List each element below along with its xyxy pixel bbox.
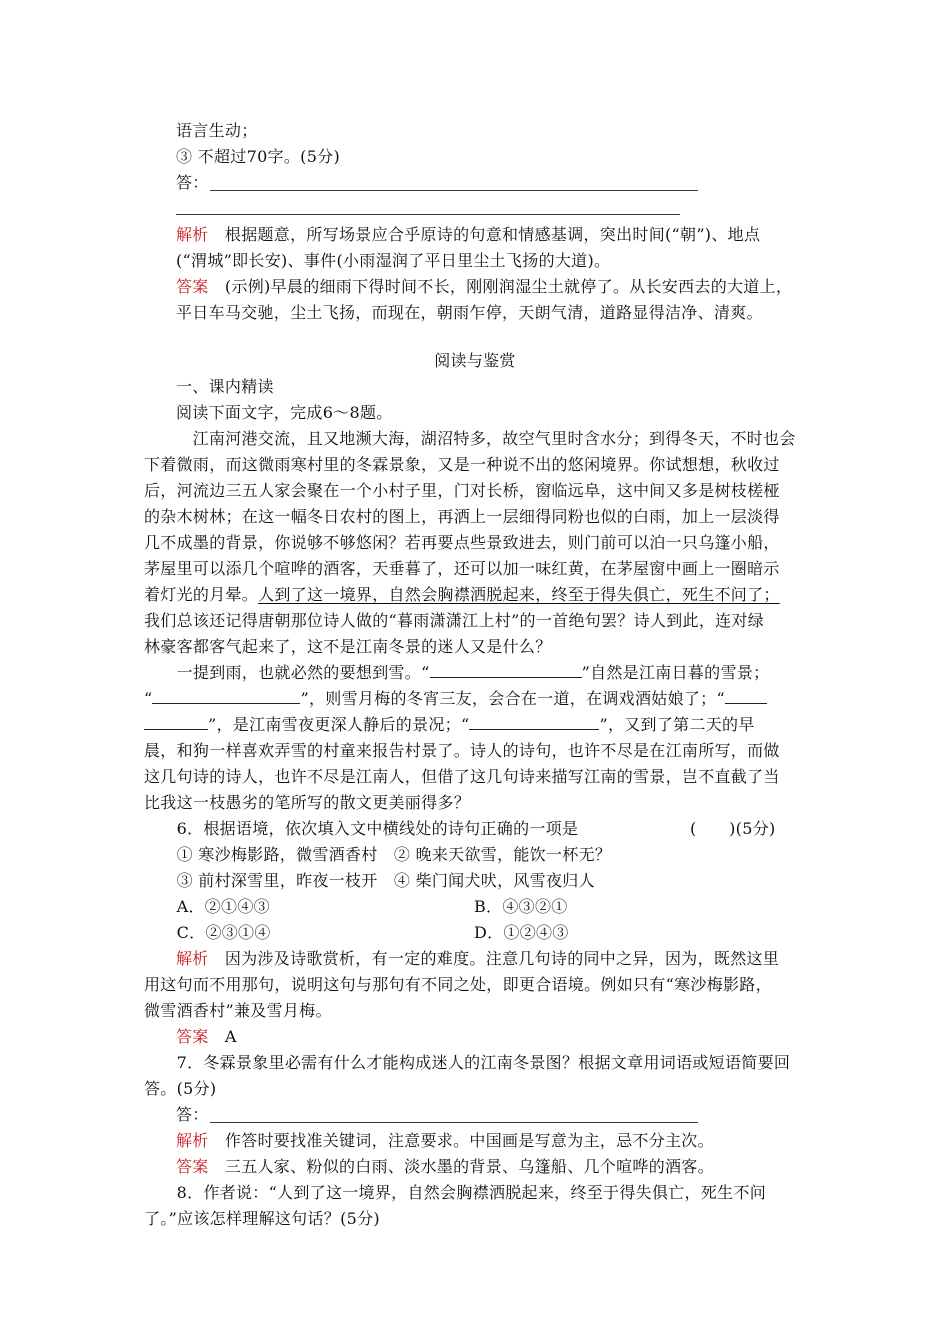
fill-blank-2 [152, 689, 300, 704]
fill-blank-4 [469, 715, 599, 730]
text-line: ③ 不超过70字。(5分) [176, 147, 341, 166]
answer-label: 答： [176, 173, 209, 192]
analysis-label: 解析 [176, 1131, 209, 1150]
passage-line: 晨，和狗一样喜欢弄雪的村童来报告村景了。诗人的诗句，也许不尽是在江南所写，而做 [144, 741, 780, 760]
fill-blank-3 [725, 689, 767, 704]
section-title: 阅读与鉴赏 [434, 351, 516, 370]
answer-key-text: 三五人家、粉似的白雨、淡水墨的背景、乌篷船、几个喧哗的酒客。 [208, 1157, 714, 1176]
analysis-text: 作答时要找准关键词，注意要求。中国画是写意为主，忌不分主次。 [208, 1131, 714, 1150]
analysis-line [176, 1130, 816, 1152]
passage-line [144, 662, 784, 684]
answer-blank-line [210, 1122, 698, 1123]
score-paren: ( )(5分) [690, 819, 776, 838]
analysis-label: 解析 [176, 949, 209, 968]
fill-blank-1 [430, 663, 582, 678]
analysis-label: 解析 [176, 225, 209, 244]
choice-b[interactable]: B．④③②① [474, 897, 568, 916]
passage-line: 茅屋里可以添几个喧哗的酒客，天垂暮了，还可以加一味红黄，在茅屋窗中画上一圈暗示 [144, 559, 780, 578]
passage-line: 江南河港交流，且又地濒大海，湖沼特多，故空气里时含水分；到得冬天，不时也会 [160, 429, 796, 448]
passage-line: 的杂木树林；在这一幅冬日农村的图上，再洒上一层细得同粉也似的白雨，加上一层淡得 [144, 507, 780, 526]
answer-blank-line [210, 190, 698, 191]
choice-a[interactable]: A．②①④③ [144, 897, 270, 916]
answer-key-text: A [208, 1027, 237, 1046]
analysis-line: (“渭城”即长安)、事件(小雨湿润了平日里尘土飞扬的大道)。 [176, 251, 611, 270]
passage-text: 一提到雨，也就必然的要想到雪。“ [144, 663, 430, 682]
answer-blank-line [176, 214, 680, 215]
underlined-sentence: 人到了这一境界，自然会胸襟洒脱起来，终至于得失俱亡，死生不问了； [258, 585, 780, 604]
question-7-stem: 答。(5分) [144, 1079, 217, 1098]
passage-text: ”，又到了第二天的早 [599, 715, 755, 734]
answer-key-line [176, 1156, 816, 1178]
passage-line: 这几句诗的诗人，也许不尽是江南人，但借了这几句诗来描写江南的雪景，岂不直截了当 [144, 767, 780, 786]
passage-text: ”，则雪月梅的冬宵三友，会合在一道，在调戏酒姑娘了；“ [300, 689, 725, 708]
passage-text: ”自然是江南日暮的雪景； [581, 663, 770, 682]
question-6-options: ③ 前村深雪里，昨夜一枝开 ④ 柴门闻犬吠，风雪夜归人 [144, 871, 595, 890]
answer-key-line [176, 276, 816, 298]
passage-text: 着灯光的月晕。 [144, 585, 259, 604]
answer-key-line: 平日车马交驰，尘土飞扬，而现在，朝雨乍停，天朗气清，道路显得洁净、清爽。 [176, 303, 763, 322]
passage-text: ”，是江南雪夜更深人静后的景况；“ [208, 715, 470, 734]
question-7-stem: 7．冬霖景象里必需有什么才能构成迷人的江南冬景图？根据文章用词语或短语简要回 [144, 1053, 791, 1072]
question-8-stem: 了。”应该怎样理解这句话？(5分) [144, 1209, 380, 1228]
fill-blank-3-cont [144, 715, 208, 730]
analysis-line [176, 948, 816, 970]
passage-line: 林豪客都客气起来了，这不是江南冬景的迷人又是什么？ [144, 637, 552, 656]
analysis-text: 因为涉及诗歌赏析，有一定的难度。注意几句诗的同中之异，因为，既然这里 [208, 949, 780, 968]
text-line: 语言生动； [176, 121, 258, 140]
choice-d[interactable]: D．①②④③ [474, 923, 569, 942]
passage-line [144, 688, 784, 710]
answer-label: 答： [176, 1105, 209, 1124]
answer-key-label: 答案 [176, 1157, 209, 1176]
subsection-title: 一、课内精读 [176, 377, 274, 396]
answer-key-text: (示例)早晨的细雨下得时间不长，刚刚润湿尘土就停了。从长安西去的大道上， [208, 277, 793, 296]
analysis-line [176, 224, 816, 246]
passage-line: 比我这一枝愚劣的笔所写的散文更美丽得多？ [144, 793, 471, 812]
passage-line: 我们总该还记得唐朝那位诗人做的“暮雨潇潇江上村”的一首绝句罢？诗人到此，连对绿 [144, 611, 765, 630]
analysis-line: 用这句而不用那句，说明这句与那句有不同之处，即更合语境。例如只有“寒沙梅影路， [144, 975, 772, 994]
answer-key-label: 答案 [176, 1027, 209, 1046]
passage-line: 几不成墨的背景，你说够不够悠闲？若再要点些景致进去，则门前可以泊一只乌篷小船， [144, 533, 780, 552]
question-6-stem [144, 818, 784, 840]
choice-row [144, 922, 784, 944]
analysis-text: 根据题意，所写场景应合乎原诗的句意和情感基调，突出时间(“朝”)、地点 [208, 225, 761, 244]
passage-line: 下着微雨，而这微雨寒村里的冬霖景象，又是一种说不出的悠闲境界。你试想想，秋收过 [144, 455, 780, 474]
passage-line [144, 584, 784, 606]
choice-c[interactable]: C．②③①④ [144, 923, 271, 942]
passage-line [144, 714, 784, 736]
choice-row [144, 896, 784, 918]
question-8-stem: 8．作者说：“人到了这一境界，自然会胸襟洒脱起来，终至于得失俱亡，死生不问 [144, 1183, 767, 1202]
instruction: 阅读下面文字，完成6～8题。 [176, 403, 393, 422]
question-text: 6．根据语境，依次填入文中横线处的诗句正确的一项是 [144, 819, 579, 838]
answer-key-line [176, 1026, 816, 1048]
answer-key-label: 答案 [176, 277, 209, 296]
passage-line: 后，河流边三五人家会聚在一个小村子里，门对长桥，窗临远阜，这中间又多是树枝槎桠 [144, 481, 780, 500]
analysis-line: 微雪酒香村”兼及雪月梅。 [144, 1001, 332, 1020]
passage-text: “ [144, 689, 153, 708]
question-6-options: ① 寒沙梅影路，微雪酒香村 ② 晚来天欲雪，能饮一杯无？ [144, 845, 612, 864]
